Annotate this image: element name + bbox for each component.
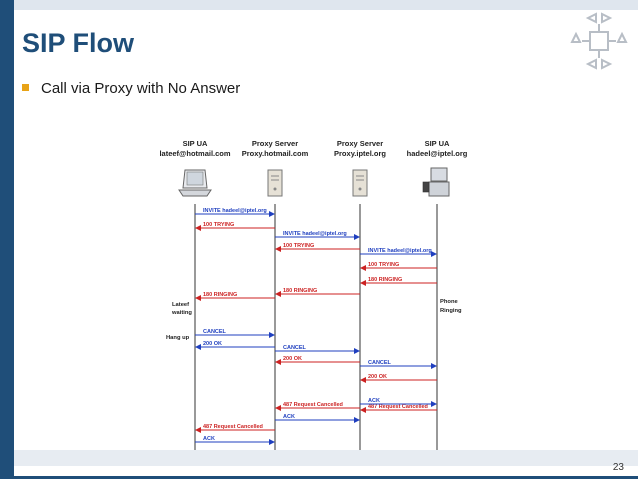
participant-role: Proxy Server — [251, 139, 299, 148]
message-label: 180 RINGING — [283, 288, 318, 294]
message-label: 487 Request Cancelled — [368, 404, 428, 410]
message-label: ACK — [283, 414, 295, 420]
message-label: 180 RINGING — [368, 277, 403, 283]
note-lateef-waiting: waiting — [172, 310, 192, 316]
message-label: ACK — [368, 398, 380, 404]
message-label: 200 OK — [203, 341, 222, 347]
left-accent-bar — [0, 0, 14, 479]
participant-address: Proxy.iptel.org — [334, 149, 386, 158]
message-label: 100 TRYING — [203, 222, 235, 228]
note-lateef-waiting: Lateef — [172, 302, 190, 308]
message-label: 200 OK — [283, 356, 302, 362]
participant-role: SIP UA — [182, 139, 208, 148]
note-phone-ringing: Phone — [440, 299, 458, 305]
note-hang-up: Hang up — [166, 335, 190, 341]
participant-role: SIP UA — [424, 139, 450, 148]
message-label: INVITE hadeel@iptel.org — [203, 208, 267, 214]
note-phone-ringing: Ringing — [440, 308, 462, 314]
message-label: INVITE hadeel@iptel.org — [283, 231, 347, 237]
laptop-icon — [179, 170, 211, 196]
sip-sequence-diagram — [150, 132, 500, 452]
participant-address: lateef@hotmail.com — [159, 149, 231, 158]
footer-band — [14, 450, 638, 466]
participant-address: Proxy.hotmail.com — [241, 149, 309, 158]
bullet-item — [22, 80, 240, 97]
bullet-square-icon — [22, 84, 29, 91]
message-label: INVITE hadeel@iptel.org — [368, 248, 432, 254]
bullet-text: Call via Proxy with No Answer — [41, 80, 241, 97]
message-label: CANCEL — [283, 345, 306, 351]
top-band — [14, 0, 638, 10]
server-icon — [268, 170, 282, 196]
message-label: 100 TRYING — [368, 262, 400, 268]
message-label: 180 RINGING — [203, 292, 238, 298]
message-label: CANCEL — [203, 329, 226, 335]
server-icon — [353, 170, 367, 196]
participant-address: hadeel@iptel.org — [406, 149, 468, 158]
message-label: 487 Request Cancelled — [283, 402, 343, 408]
participant-role: Proxy Server — [336, 139, 384, 148]
page-number: 23 — [612, 462, 624, 473]
message-label: 100 TRYING — [283, 243, 315, 249]
message-label: CANCEL — [368, 360, 391, 366]
logo-arrows-icon — [568, 12, 630, 70]
message-label: 200 OK — [368, 374, 387, 380]
message-label: ACK — [203, 436, 215, 442]
slide-title: SIP Flow — [22, 28, 135, 58]
desktop-phone-icon — [423, 168, 449, 196]
message-label: 487 Request Cancelled — [203, 424, 263, 430]
